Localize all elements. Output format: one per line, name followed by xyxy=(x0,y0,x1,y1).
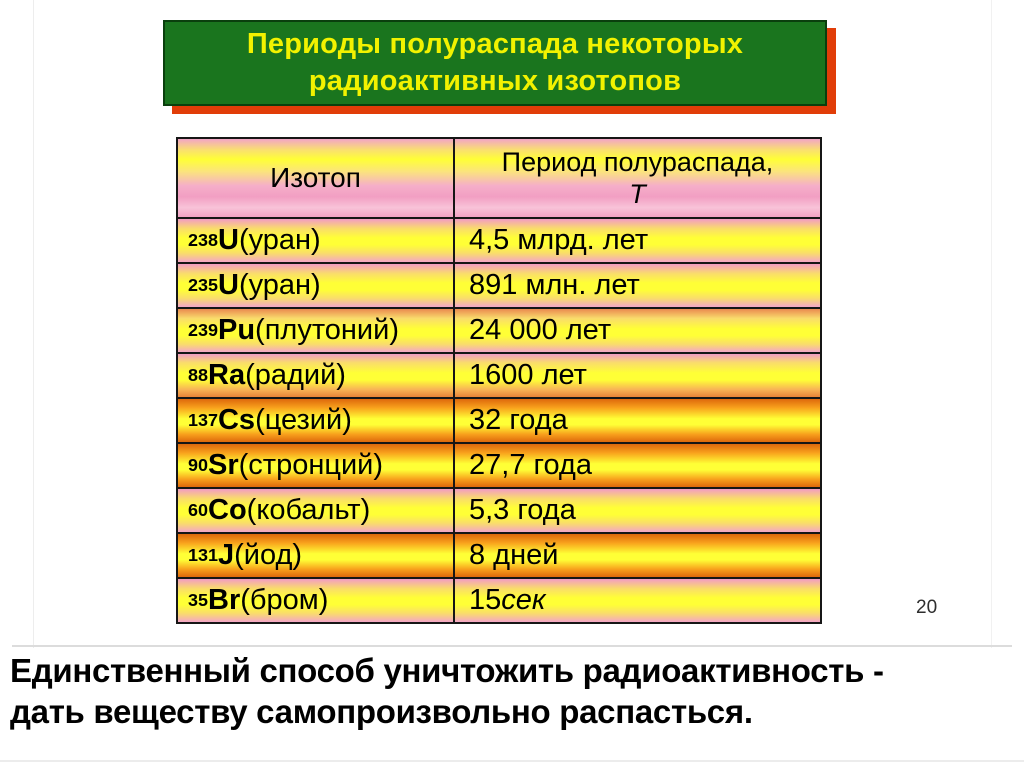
header-isotope-label: Изотоп xyxy=(270,162,361,193)
isotope-symbol: U xyxy=(217,224,239,256)
isotope-symbol: Cs xyxy=(217,404,256,436)
isotope-name: (уран) xyxy=(238,224,321,256)
isotope-cell: $^{88}$ Ra (радий) xyxy=(178,354,455,397)
halflife-cell xyxy=(455,444,820,487)
isotope-name: (йод) xyxy=(234,539,303,571)
slide-title-line2: радиоактивных изотопов xyxy=(308,65,682,97)
isotope-name: (бром) xyxy=(240,584,329,616)
isotope-name: (плутоний) xyxy=(255,314,399,346)
halflife-value: 24 000 лет xyxy=(469,314,612,346)
isotope-symbol: Br xyxy=(208,584,241,616)
isotope-symbol: Co xyxy=(208,494,247,526)
isotope-name: (уран) xyxy=(238,269,321,301)
halflife-value: 27,7 года xyxy=(469,449,592,481)
header-isotope-cell xyxy=(178,139,455,217)
halflife-value: 5,3 года xyxy=(469,494,576,526)
isotope-cell: $^{90}$ Sr (стронций) xyxy=(178,444,455,487)
halflife-table xyxy=(176,137,822,624)
isotope-symbol: U xyxy=(217,269,239,301)
halflife-value: 4,5 млрд. лет xyxy=(469,224,649,256)
slide-canvas-left-edge xyxy=(33,0,34,648)
halflife-cell xyxy=(455,489,820,532)
table-row xyxy=(178,262,820,307)
table-header-row xyxy=(178,139,820,217)
halflife-cell xyxy=(455,354,820,397)
isotope-cell: $^{137}$ Cs (цезий) xyxy=(178,399,455,442)
halflife-cell xyxy=(455,219,820,262)
isotope-name: (радий) xyxy=(245,359,346,391)
table-row xyxy=(178,487,820,532)
table-row xyxy=(178,397,820,442)
table-row xyxy=(178,217,820,262)
isotope-cell: $^{235}$ U (уран) xyxy=(178,264,455,307)
slide-title-box xyxy=(163,20,827,106)
isotope-symbol: Pu xyxy=(217,314,256,346)
isotope-symbol: Sr xyxy=(208,449,239,481)
halflife-value: 891 млн. лет xyxy=(469,269,640,301)
screenshot-bottom-divider xyxy=(0,760,1024,762)
table-row xyxy=(178,307,820,352)
halflife-value: 8 дней xyxy=(469,539,559,571)
halflife-cell xyxy=(455,579,820,622)
header-halflife-label: Период полураспада, xyxy=(501,147,774,177)
slide-title-line1: Периоды полураспада некоторых xyxy=(246,28,744,60)
header-halflife-symbol: Т xyxy=(629,179,646,209)
isotope-symbol: J xyxy=(217,539,235,571)
isotope-cell: $^{239}$ Pu (плутоний) xyxy=(178,309,455,352)
table-row xyxy=(178,352,820,397)
caption-line1: Единственный способ уничтожить радиоактивность - xyxy=(10,652,884,689)
table-row xyxy=(178,442,820,487)
page-number: 20 xyxy=(916,597,938,618)
halflife-cell xyxy=(455,264,820,307)
table-row xyxy=(178,532,820,577)
isotope-cell: $^{131}$ J (йод) xyxy=(178,534,455,577)
isotope-name: (цезий) xyxy=(255,404,352,436)
header-halflife-cell xyxy=(455,139,820,217)
slide-caption xyxy=(10,650,1014,732)
halflife-value: 1600 лет xyxy=(469,359,587,391)
isotope-name: (стронций) xyxy=(238,449,384,481)
isotope-cell: $^{35}$ Br (бром) xyxy=(178,579,455,622)
slide-canvas-right-edge xyxy=(991,0,992,648)
halflife-cell xyxy=(455,399,820,442)
isotope-name: (кобальт) xyxy=(246,494,371,526)
isotope-cell: $^{60}$ Co (кобальт) xyxy=(178,489,455,532)
isotope-symbol: Ra xyxy=(208,359,246,391)
isotope-cell: $^{238}$ U (уран) xyxy=(178,219,455,262)
halflife-cell xyxy=(455,309,820,352)
slide-canvas-bottom-edge xyxy=(12,645,1012,647)
caption-line2: дать веществу самопроизвольно распасться. xyxy=(10,693,753,730)
table-row xyxy=(178,577,820,622)
halflife-value-unit-italic: сек xyxy=(501,584,546,616)
halflife-value: 15 xyxy=(469,584,502,616)
halflife-value: 32 года xyxy=(469,404,568,436)
halflife-cell xyxy=(455,534,820,577)
